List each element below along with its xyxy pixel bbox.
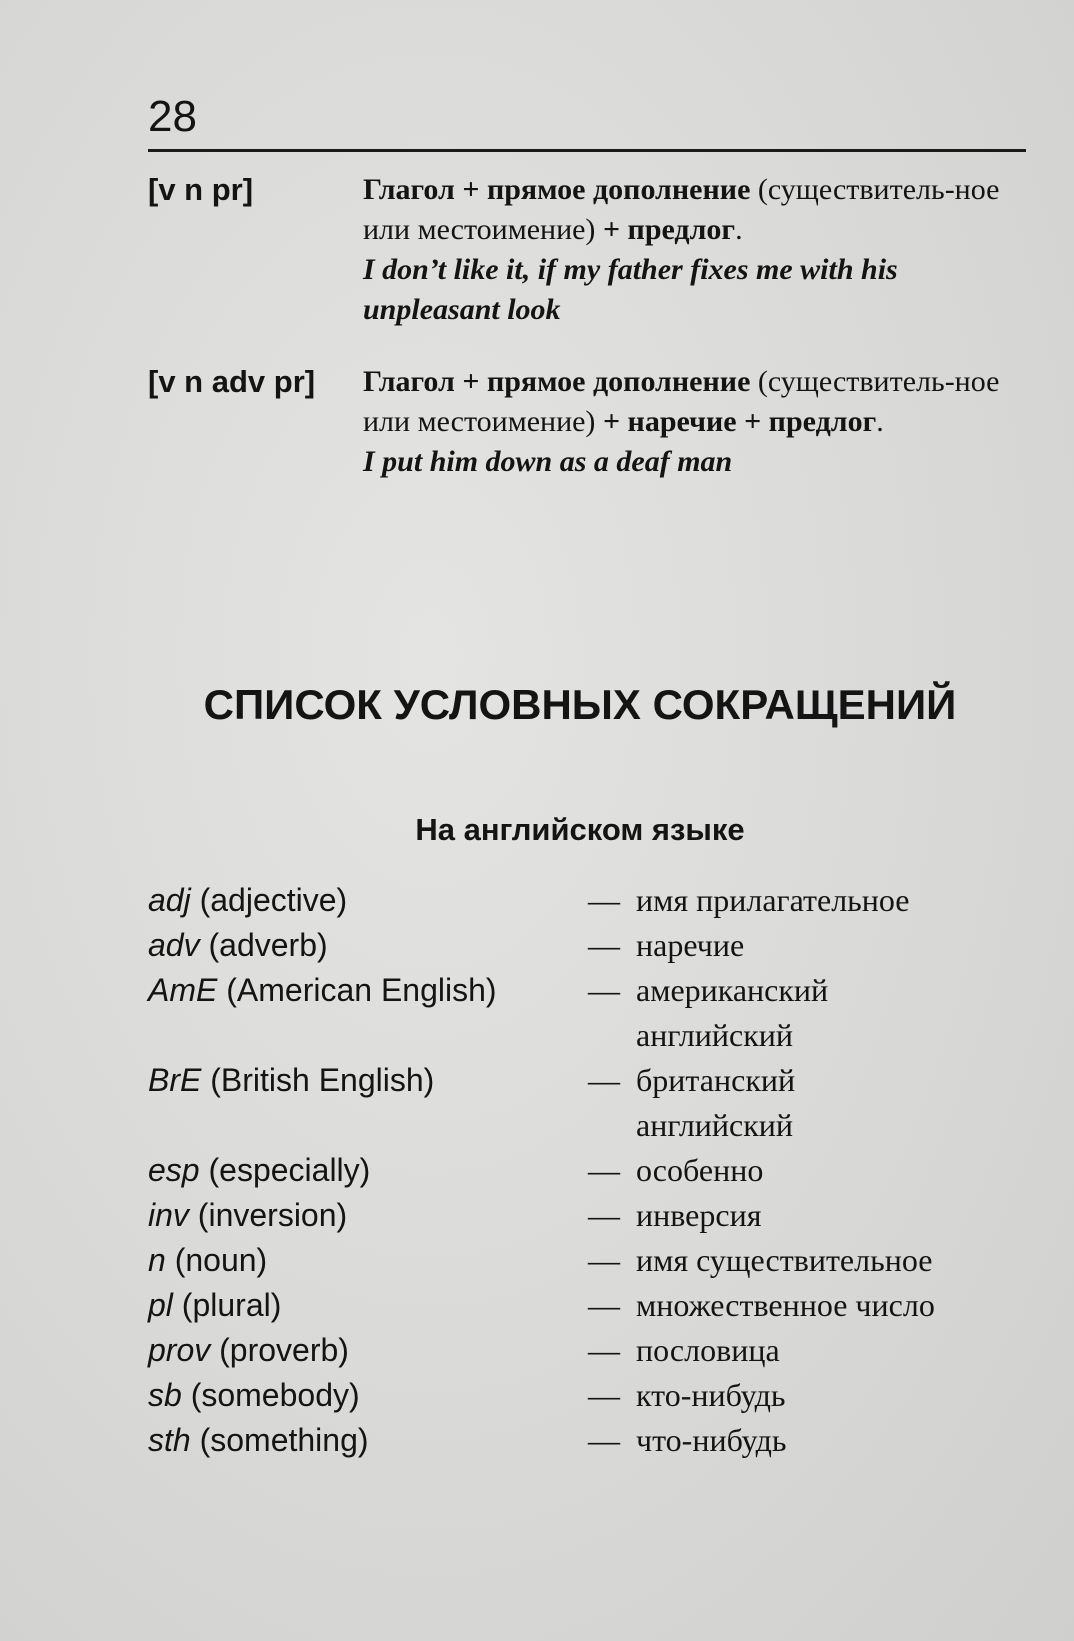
meaning-text: американский	[636, 972, 829, 1008]
dash: —	[588, 1242, 620, 1278]
meaning-text: имя существительное	[636, 1242, 933, 1278]
abbreviation-row	[148, 1058, 1026, 1148]
abbreviation-row	[148, 1148, 1026, 1193]
abbreviation-term	[148, 1328, 349, 1373]
abbreviation-term	[148, 1283, 281, 1328]
abbreviation-full: (something)	[190, 1422, 369, 1458]
abbreviation-meaning	[588, 1328, 1028, 1373]
dash: —	[588, 927, 620, 963]
abbreviation: adv	[148, 927, 200, 963]
abbreviation-term	[148, 1148, 370, 1193]
abbreviation-full: (inversion)	[188, 1197, 348, 1233]
abbreviation-term	[148, 1193, 347, 1238]
meaning-text: британский	[636, 1062, 796, 1098]
abbreviation-row	[148, 1193, 1026, 1238]
desc-bold-part: Глагол + прямое дополнение	[363, 365, 751, 398]
meaning-continuation: английский	[636, 1017, 794, 1053]
abbreviation-row	[148, 878, 1026, 923]
abbreviation: BrE	[148, 1062, 202, 1098]
desc-bold-part: Глагол + прямое дополнение	[363, 173, 751, 206]
abbreviation-full: (British English)	[201, 1062, 435, 1098]
abbreviation-row	[148, 1283, 1026, 1328]
desc-period: .	[876, 405, 884, 438]
abbreviation: AmE	[148, 972, 218, 1008]
meaning-text: множественное число	[636, 1287, 935, 1323]
dash: —	[588, 1152, 620, 1188]
meaning-text: имя прилагательное	[636, 882, 910, 918]
dash: —	[588, 1062, 620, 1098]
pattern-description	[363, 362, 1023, 482]
header-rule	[148, 149, 1026, 152]
abbreviation-meaning	[588, 1373, 1028, 1418]
abbreviation: sb	[148, 1377, 182, 1413]
abbreviation-full: (adverb)	[199, 927, 328, 963]
abbreviation-full: (somebody)	[181, 1377, 360, 1413]
dash: —	[588, 1197, 620, 1233]
desc-plain-part: (существитель-ное или местоимение)	[363, 173, 1000, 246]
abbreviation-meaning	[588, 968, 1028, 1058]
abbreviation-row	[148, 1418, 1026, 1463]
abbreviation-full: (adjective)	[190, 882, 348, 918]
meaning-continuation: английский	[636, 1107, 794, 1143]
abbreviation-row	[148, 968, 1026, 1058]
meaning-text: инверсия	[636, 1197, 762, 1233]
desc-period: .	[735, 213, 743, 246]
pattern-example: I don’t like it, if my father fixes me with his unpleasant look	[363, 253, 898, 326]
desc-plain-part: (существитель-ное или местоимение)	[363, 365, 1000, 438]
abbreviation-list	[148, 878, 1026, 1463]
abbreviation-term	[148, 1373, 360, 1418]
section-subtitle: На английском языке	[415, 812, 745, 847]
abbreviation-row	[148, 1373, 1026, 1418]
pattern-description	[363, 170, 1023, 330]
meaning-text: что-нибудь	[636, 1422, 787, 1458]
dash: —	[588, 1287, 620, 1323]
abbreviation: prov	[148, 1332, 211, 1368]
abbreviation-term	[148, 968, 497, 1013]
abbreviation-row	[148, 1238, 1026, 1283]
abbreviation: esp	[148, 1152, 200, 1188]
pattern-code: [v n pr]	[148, 172, 254, 207]
desc-bold-part: + наречие + предлог	[602, 405, 877, 438]
dash: —	[588, 972, 620, 1008]
abbreviation-full: (American English)	[217, 972, 497, 1008]
dash: —	[588, 1422, 620, 1458]
dash: —	[588, 1332, 620, 1368]
abbreviation-meaning	[588, 1148, 1028, 1193]
section-title: СПИСОК УСЛОВНЫХ СОКРАЩЕНИЙ	[203, 681, 957, 728]
dash: —	[588, 882, 620, 918]
abbreviation-meaning	[588, 1058, 1028, 1148]
abbreviation: adj	[148, 882, 191, 918]
abbreviation-meaning	[588, 1283, 1028, 1328]
pattern-example: I put him down as a deaf man	[363, 445, 733, 478]
abbreviation-row	[148, 1328, 1026, 1373]
meaning-text: кто-нибудь	[636, 1377, 786, 1413]
abbreviation-term	[148, 1058, 434, 1103]
desc-bold-part: + предлог	[602, 213, 736, 246]
abbreviation: pl	[148, 1287, 173, 1323]
abbreviation-full: (especially)	[199, 1152, 371, 1188]
abbreviation-meaning	[588, 878, 1028, 923]
abbreviation-meaning	[588, 1418, 1028, 1463]
meaning-text: пословица	[636, 1332, 780, 1368]
abbreviation: sth	[148, 1422, 191, 1458]
meaning-text: наречие	[636, 927, 745, 963]
abbreviation-term	[148, 878, 347, 923]
abbreviation-meaning	[588, 1193, 1028, 1238]
pattern-code: [v n adv pr]	[148, 364, 316, 399]
meaning-text: особенно	[636, 1152, 764, 1188]
abbreviation-row	[148, 923, 1026, 968]
abbreviation-full: (plural)	[172, 1287, 282, 1323]
abbreviation: inv	[148, 1197, 189, 1233]
dash: —	[588, 1377, 620, 1413]
abbreviation-meaning	[588, 1238, 1028, 1283]
page-number: 28	[148, 92, 197, 141]
abbreviation-term	[148, 923, 328, 968]
abbreviation-term	[148, 1418, 369, 1463]
abbreviation-full: (noun)	[165, 1242, 268, 1278]
abbreviation-term	[148, 1238, 267, 1283]
abbreviation-full: (proverb)	[210, 1332, 349, 1368]
abbreviation: n	[148, 1242, 166, 1278]
abbreviation-meaning	[588, 923, 1028, 968]
